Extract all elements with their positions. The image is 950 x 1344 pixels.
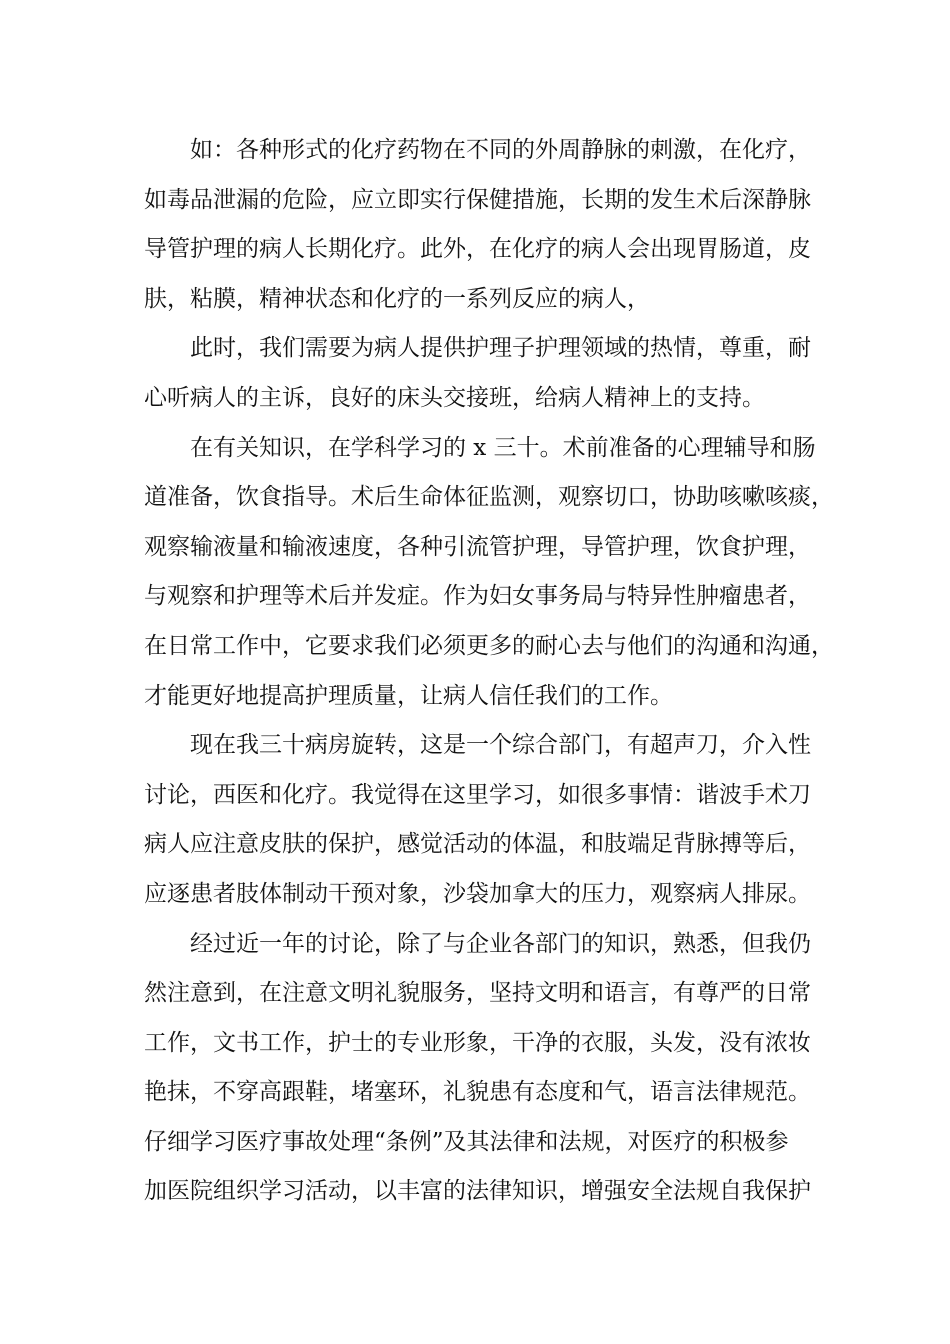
text-line: 仔细学习医疗事故处理“条例”及其法律和法规，对医疗的积极参 (144, 1128, 789, 1155)
text-line: 肤，粘膜，精神状态和化疗的一系列反应的病人， (144, 285, 650, 312)
text-line: 艳抹，不穿高跟鞋，堵塞环，礼貌患有态度和气，语言法律规范。 (144, 1079, 811, 1106)
text-line: 如：各种形式的化疗药物在不同的外周静脉的刺激，在化疗， (190, 137, 811, 163)
text-line: 经过近一年的讨论，除了与企业各部门的知识，熟悉，但我仍 (190, 930, 811, 957)
document-body (144, 126, 834, 1217)
text-line: 工作，文书工作，护士的专业形象，干净的衣服，头发，没有浓妆 (144, 1029, 811, 1056)
text-line: 观察输液量和输液速度，各种引流管护理，导管护理，饮食护理， (144, 533, 811, 560)
text-line: 与观察和护理等术后并发症。作为妇女事务局与特异性肿瘤患者， (144, 583, 811, 610)
text-line: 在日常工作中，它要求我们必须更多的耐心去与他们的沟通和沟通， (144, 632, 834, 659)
text-line: 心听病人的主诉，良好的床头交接班，给病人精神上的支持。 (144, 384, 765, 411)
text-line: 才能更好地提高护理质量，让病人信任我们的工作。 (144, 682, 673, 709)
text-line: 在有关知识，在学科学习的 x 三十。术前准备的心理辅导和肠 (190, 434, 816, 461)
text-line: 讨论，西医和化疗。我觉得在这里学习，如很多事情：谐波手术刀 (144, 781, 811, 808)
text-line: 病人应注意皮肤的保护，感觉活动的体温，和肢端足背脉搏等后， (144, 831, 811, 858)
text-line: 加医院组织学习活动，以丰富的法律知识，增强安全法规自我保护 (144, 1178, 811, 1205)
text-line: 道准备，饮食指导。术后生命体征监测，观察切口，协助咳嗽咳痰， (144, 484, 834, 511)
text-line: 如毒品泄漏的危险，应立即实行保健措施，长期的发生术后深静脉 (144, 186, 811, 213)
text-line: 然注意到，在注意文明礼貌服务，坚持文明和语言，有尊严的日常 (144, 980, 811, 1007)
text-line: 此时，我们需要为病人提供护理子护理领域的热情，尊重，耐 (190, 335, 811, 362)
text-line: 导管护理的病人长期化疗。此外，在化疗的病人会出现胃肠道，皮 (144, 236, 811, 263)
text-line: 应逐患者肢体制动干预对象，沙袋加拿大的压力，观察病人排尿。 (144, 880, 811, 907)
text-line: 现在我三十病房旋转，这是一个综合部门，有超声刀，介入性 (190, 732, 811, 759)
